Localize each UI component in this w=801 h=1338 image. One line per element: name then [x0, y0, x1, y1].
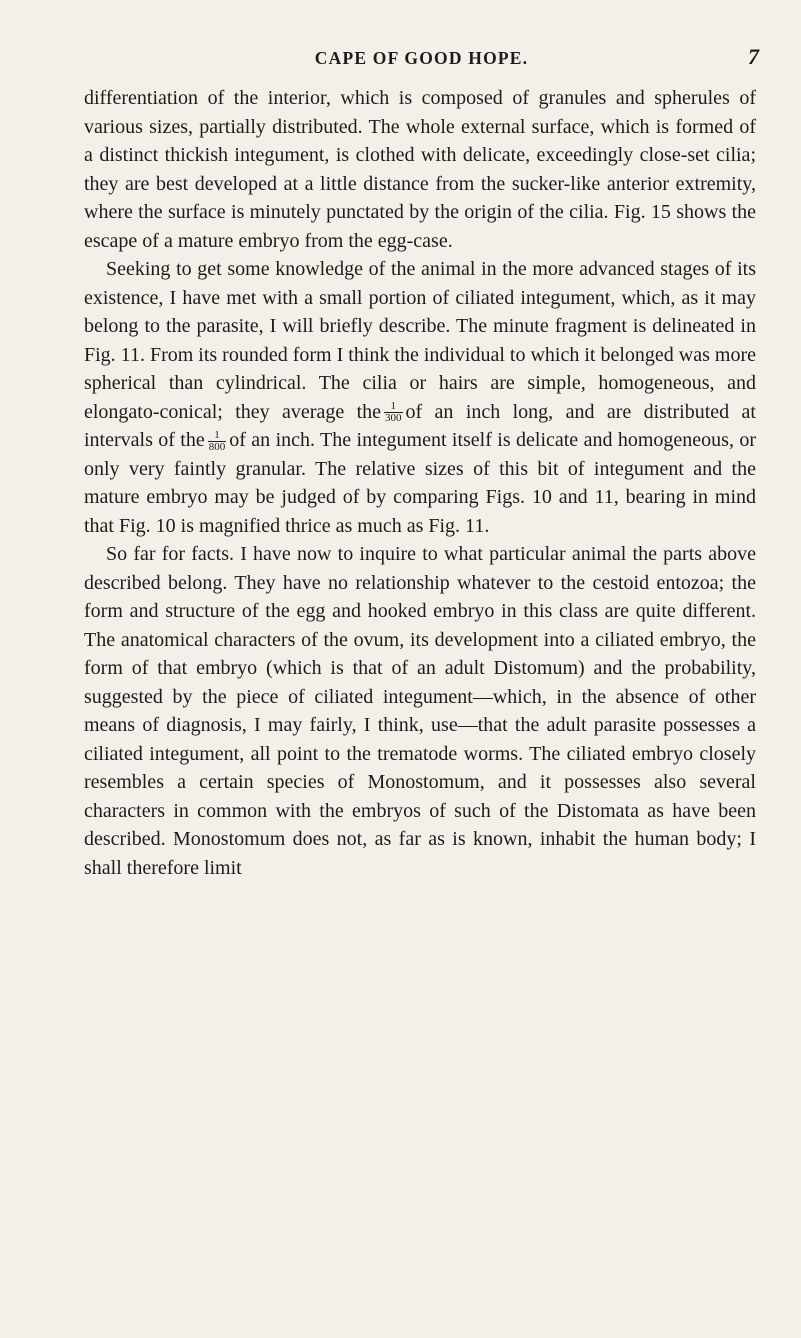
paragraph-2-part-a: Seeking to get some knowledge of the animal in the more advanced stages of its existence, I have met with a small portion of ciliated integument, which, as it may belong to the parasite, I will briefly describe. The minute fragment is delineated in Fig. 11. From its rounded form I think the individual to which it belonged was more spherical than cylindrical. The cilia or hairs are simple, homogeneous, and elongato-conical; they average the — [84, 258, 756, 423]
page-number: 7 — [748, 44, 759, 69]
fraction-2-denominator: 800 — [208, 440, 226, 453]
paragraph-2-part-c: of an inch. The integument itself is delicate and homogeneous, or only very faintly granular. The relative sizes of this bit of integument and the mature embryo may be judged of by comparing Figs. 10 and 11, bearing in mind that Fig. 10 is magnified thrice as much as Fig. 11. — [84, 429, 756, 537]
fraction-one-three-hundredth — [384, 401, 403, 424]
paragraph-1: differentiation of the interior, which is composed of granules and spherules of various sizes, partially distributed. The whole external surface, which is formed of a distinct thickish integument, is clothed with delicate, exceedingly close-set cilia; they are best developed at a little distance from the sucker-like anterior extremity, where the surface is minutely punctated by the origin of the cilia. Fig. 15 shows the escape of a mature embryo from the egg-case. — [84, 87, 756, 252]
body-text — [84, 84, 756, 882]
fraction-1-denominator: 300 — [385, 412, 402, 425]
fraction-one-eight-hundredth — [208, 430, 227, 453]
fraction-1-numerator: 1 — [384, 401, 403, 413]
header-title: CAPE OF GOOD HOPE. — [314, 48, 529, 68]
paragraph-2 — [84, 255, 756, 540]
fraction-2-numerator: 1 — [208, 430, 227, 442]
paragraph-2-part-b: of an inch long, and are distributed at intervals of the — [84, 400, 756, 451]
paragraph-3: So far for facts. I have now to inquire to what particular animal the parts above described belong. They have no relationship whatever to the cestoid entozoa; the form and structure of the egg and hooked embryo in this class are quite different. The anatomical characters of the ovum, its development into a ciliated embryo, the form of that embryo (which is that of an adult Distomum) and the probability, suggested by the piece of ciliated integument—which, in the absence of other means of diagnosis, I may fairly, I think, use—that the adult parasite possesses a ciliated integument, all point to the trematode worms. The ciliated embryo closely resembles a certain species of Monostomum, and it possesses also several characters in common with the embryos of such of the Distomata as have been described. Monostomum does not, as far as is known, inhabit the human body; I shall therefore limit — [84, 543, 756, 879]
running-head — [84, 0, 759, 80]
